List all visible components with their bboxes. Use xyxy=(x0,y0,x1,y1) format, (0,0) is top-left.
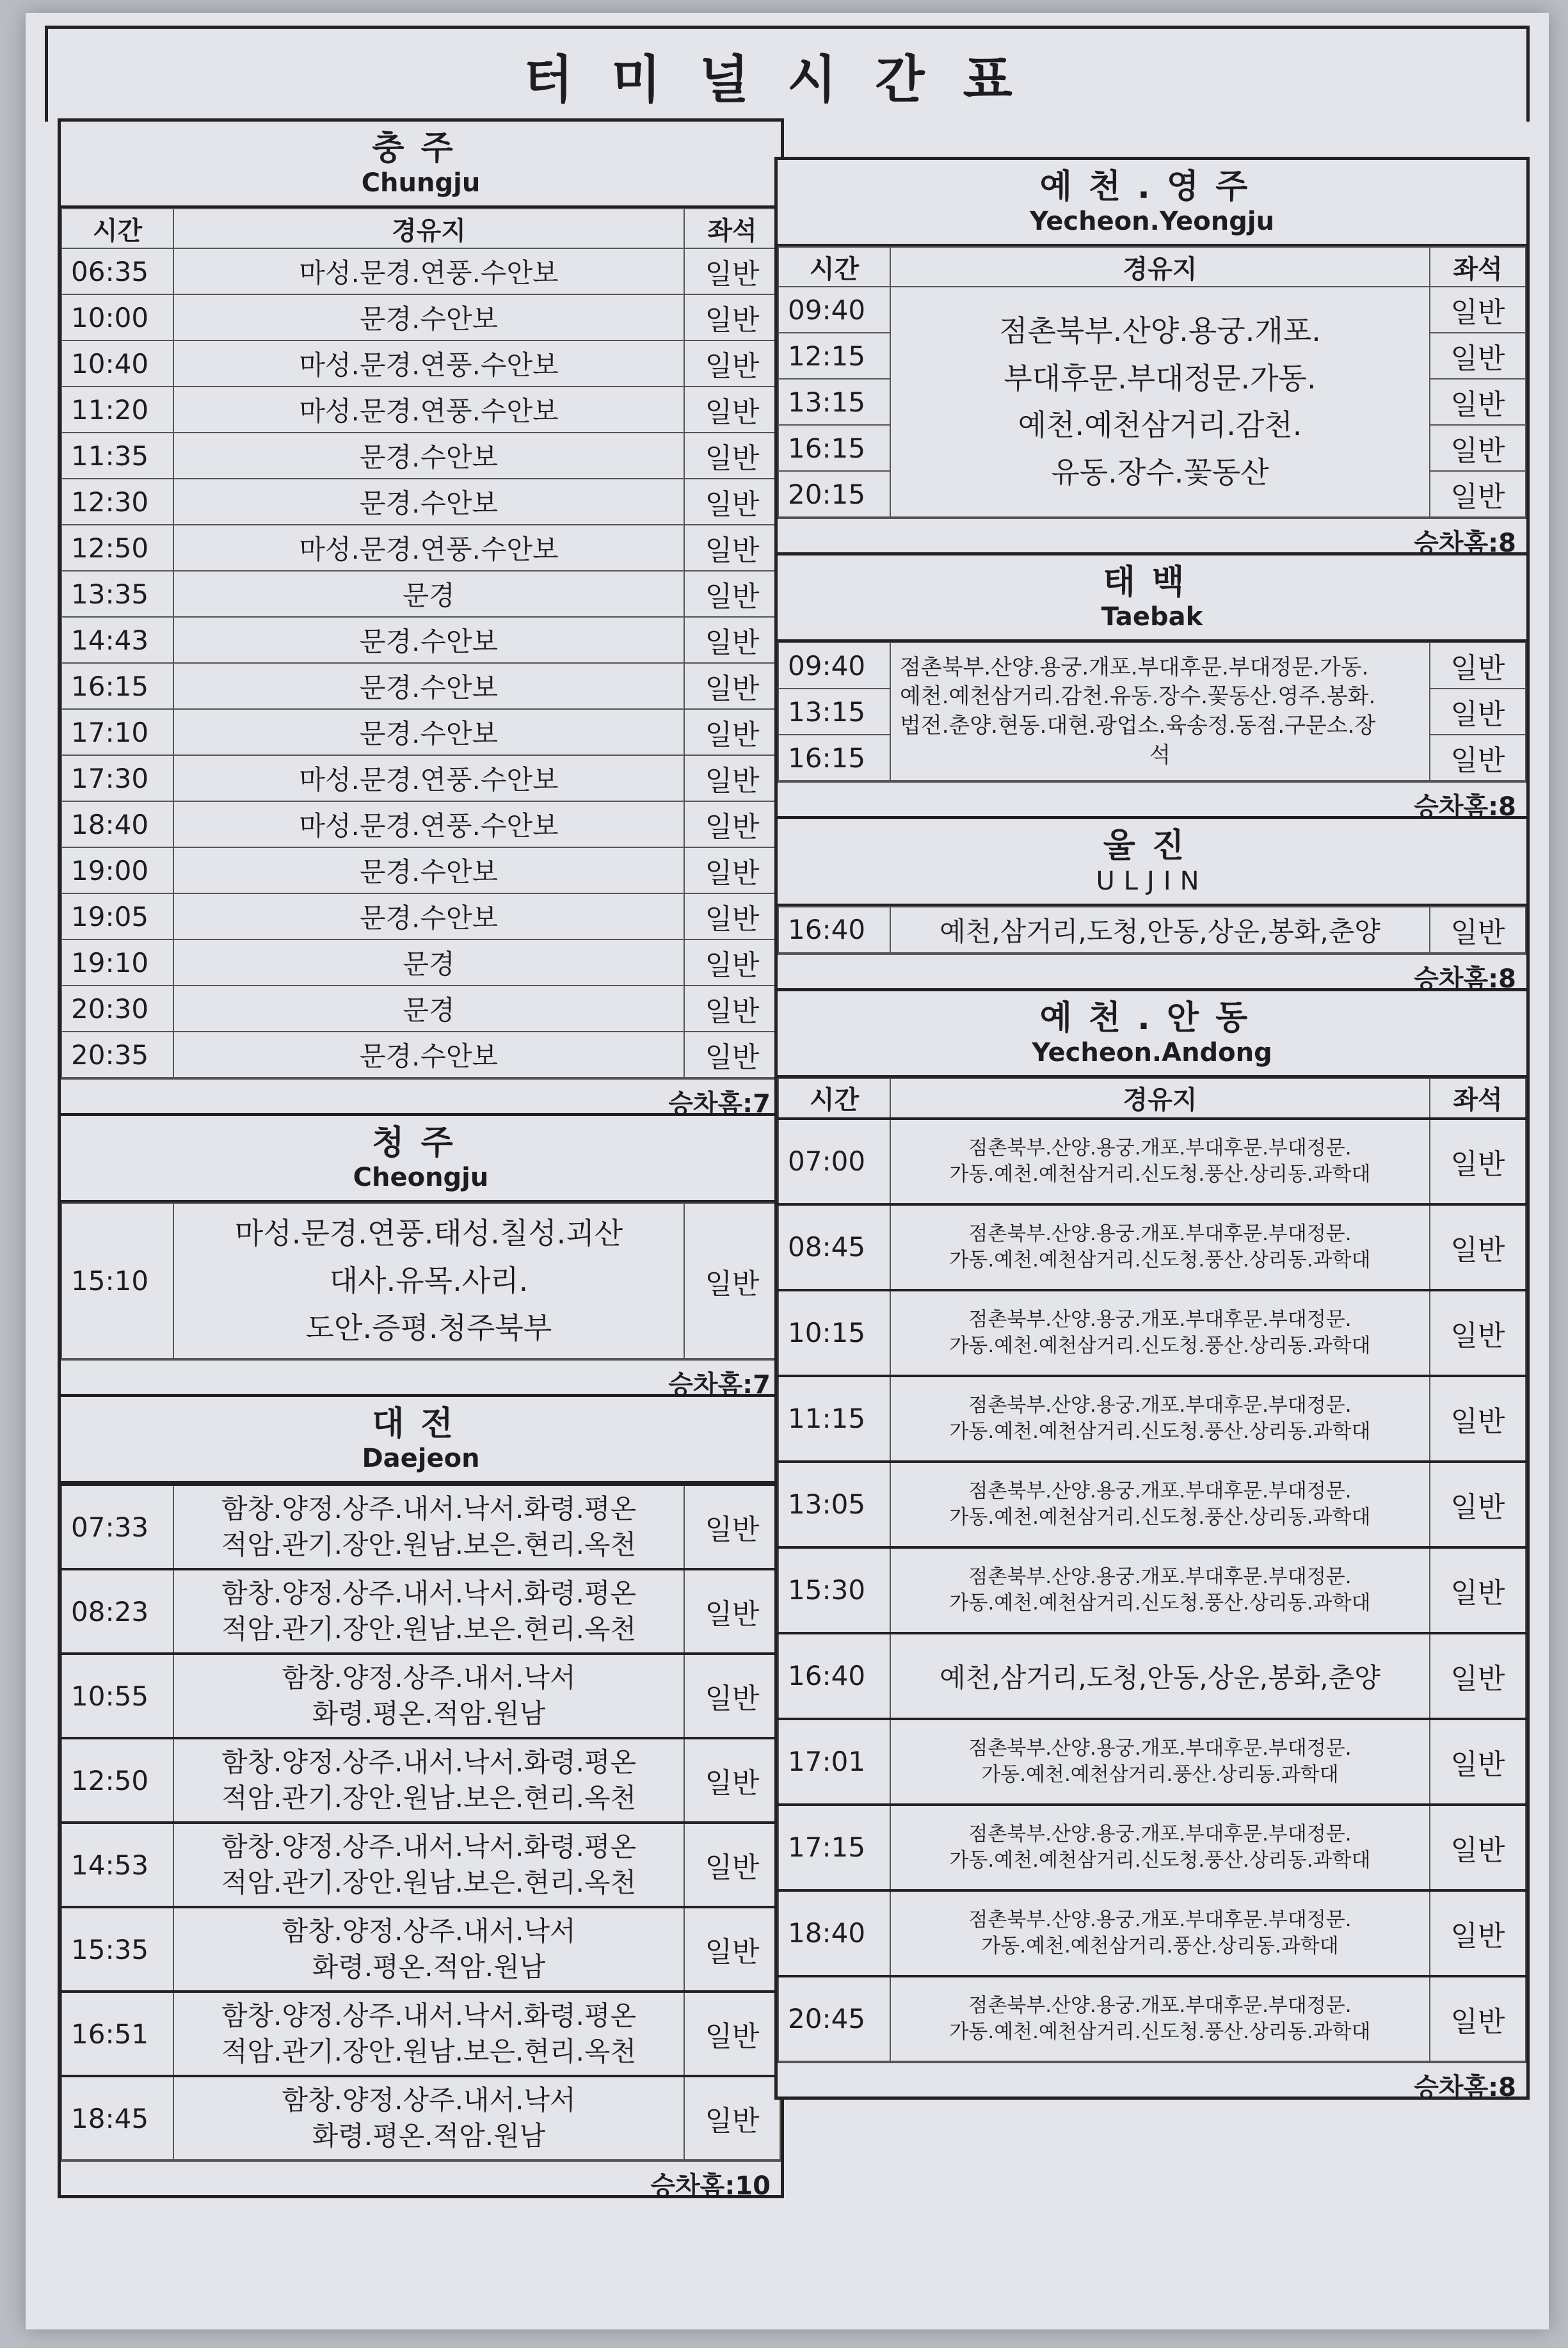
cheongju-section xyxy=(58,1113,784,1400)
table-row xyxy=(61,1823,780,1907)
daejeon-section xyxy=(58,1394,784,2201)
departure-time: 06:35 xyxy=(61,248,173,294)
via-stops xyxy=(173,1823,684,1907)
departure-time: 10:40 xyxy=(61,340,173,387)
departure-time: 15:10 xyxy=(61,1203,173,1359)
departure-time: 19:10 xyxy=(61,939,173,986)
via-line: 점촌북부.산양.용궁.개포.부대후문.부대정문. xyxy=(968,1308,1352,1332)
seat-type: 일반 xyxy=(1430,1204,1526,1290)
via-line: 점촌북부.산양.용궁.개포.부대후문.부대정문. xyxy=(968,1737,1352,1761)
chungju-name-ko: 충주 xyxy=(372,129,470,168)
left-column xyxy=(58,122,784,2201)
via-stops xyxy=(890,1976,1430,2061)
col-header-via: 경유지 xyxy=(890,247,1430,287)
table-row xyxy=(61,1654,780,1738)
via-stops xyxy=(173,1992,684,2076)
seat-type: 일반 xyxy=(684,1823,780,1907)
table-row xyxy=(778,1376,1526,1462)
chungju-platform: 승차홈:7 xyxy=(61,1078,781,1113)
table-row xyxy=(61,893,780,939)
via-stops: 예천,삼거리,도청,안동,상운,봉화,춘양 xyxy=(890,907,1430,953)
via-stops xyxy=(890,1805,1430,1890)
via-line: 점촌북부.산양.용궁.개포. xyxy=(999,314,1321,348)
seat-type: 일반 xyxy=(684,663,780,709)
via-stops: 문경 xyxy=(173,986,684,1032)
cheongju-name-ko: 청주 xyxy=(372,1124,470,1163)
seat-type: 일반 xyxy=(1430,379,1526,425)
via-line: 적암.관기.장안.원남.보은.현리.옥천 xyxy=(221,1782,637,1814)
cheongju-name-en: Cheongju xyxy=(353,1163,489,1193)
departure-time: 10:00 xyxy=(61,294,173,340)
andong-rows xyxy=(778,1119,1526,2061)
via-line: 가동.예천.예천삼거리.신도청.풍산.상리동.과학대 xyxy=(949,1419,1371,1443)
table-row xyxy=(778,1890,1526,1976)
via-line: 점촌북부.산양.용궁.개포.부대후문.부대정문. xyxy=(968,1222,1352,1246)
via-stops xyxy=(890,1376,1430,1462)
yeongju-rows xyxy=(778,287,1526,517)
departure-time: 07:00 xyxy=(778,1119,890,1204)
table-row xyxy=(778,1204,1526,1290)
seat-type: 일반 xyxy=(684,986,780,1032)
departure-time: 13:05 xyxy=(778,1462,890,1547)
seat-type: 일반 xyxy=(684,433,780,479)
via-stops: 마성.문경.연풍.수안보 xyxy=(173,801,684,847)
seat-type: 일반 xyxy=(1430,1719,1526,1805)
via-line: 적암.관기.장안.원남.보은.현리.옥천 xyxy=(221,1529,637,1561)
departure-time: 17:10 xyxy=(61,709,173,755)
col-header-via: 경유지 xyxy=(890,1078,1430,1119)
seat-type: 일반 xyxy=(684,294,780,340)
seat-type: 일반 xyxy=(684,248,780,294)
andong-name-en: Yecheon.Andong xyxy=(1032,1037,1272,1067)
departure-time: 19:00 xyxy=(61,847,173,893)
via-line: 가동.예천.예천삼거리.풍산.상리동.과학대 xyxy=(981,1934,1339,1958)
via-line: 가동.예천.예천삼거리.신도청.풍산.상리동.과학대 xyxy=(949,1248,1371,1272)
via-stops xyxy=(890,643,1430,781)
table-row xyxy=(61,433,780,479)
departure-time: 07:33 xyxy=(61,1485,173,1569)
via-line: 함창.양정.상주.내서.낙서.화령.평온 xyxy=(221,1746,637,1778)
andong-header xyxy=(778,991,1526,1078)
via-stops: 마성.문경.연풍.수안보 xyxy=(173,387,684,433)
table-row xyxy=(61,294,780,340)
yeongju-name-en: Yecheon.Yeongju xyxy=(1029,207,1275,237)
seat-type: 일반 xyxy=(684,387,780,433)
departure-time: 16:15 xyxy=(61,663,173,709)
seat-type: 일반 xyxy=(684,1992,780,2076)
table-row xyxy=(61,663,780,709)
taebak-section xyxy=(774,552,1530,822)
seat-type: 일반 xyxy=(1430,471,1526,517)
departure-time: 09:40 xyxy=(778,287,890,333)
uljin-platform: 승차홈:8 xyxy=(778,954,1526,988)
seat-type: 일반 xyxy=(684,1485,780,1569)
seat-type: 일반 xyxy=(684,1569,780,1654)
via-line: 가동.예천.예천삼거리.신도청.풍산.상리동.과학대 xyxy=(949,1591,1371,1615)
seat-type: 일반 xyxy=(684,340,780,387)
table-row xyxy=(61,1907,780,1992)
via-stops xyxy=(890,1719,1430,1805)
col-header-time: 시간 xyxy=(61,209,173,248)
via-stops xyxy=(890,1633,1430,1719)
seat-type: 일반 xyxy=(1430,287,1526,333)
cheongju-table xyxy=(61,1202,781,1359)
seat-type: 일반 xyxy=(684,1032,780,1078)
seat-type: 일반 xyxy=(1430,1376,1526,1462)
table-row xyxy=(778,1976,1526,2061)
table-row xyxy=(778,1290,1526,1376)
seat-type: 일반 xyxy=(1430,1890,1526,1976)
table-row xyxy=(61,2076,780,2160)
departure-time: 17:15 xyxy=(778,1805,890,1890)
andong-table xyxy=(778,1078,1526,2062)
departure-time: 09:40 xyxy=(778,643,890,689)
departure-time: 17:01 xyxy=(778,1719,890,1805)
via-line: 함창.양정.상주.내서.낙서.화령.평온 xyxy=(221,1492,637,1524)
seat-type: 일반 xyxy=(1430,1547,1526,1633)
table-row xyxy=(778,1805,1526,1890)
via-line: 가동.예천.예천삼거리.신도청.풍산.상리동.과학대 xyxy=(949,1505,1371,1529)
table-row xyxy=(778,1119,1526,1204)
yeongju-platform: 승차홈:8 xyxy=(778,518,1526,552)
via-stops xyxy=(173,1485,684,1569)
seat-type: 일반 xyxy=(1430,907,1526,953)
via-stops xyxy=(890,287,1430,517)
andong-platform: 승차홈:8 xyxy=(778,2062,1526,2096)
table-row xyxy=(778,287,1526,333)
table-row xyxy=(61,525,780,571)
daejeon-rows xyxy=(61,1485,780,2160)
departure-time: 16:40 xyxy=(778,1633,890,1719)
col-header-seat: 좌석 xyxy=(1430,1078,1526,1119)
via-line: 점촌북부.산양.용궁.개포.부대후문.부대정문. xyxy=(968,1137,1352,1160)
via-line: 가동.예천.예천삼거리.신도청.풍산.상리동.과학대 xyxy=(949,2020,1371,2043)
table-row xyxy=(778,907,1526,953)
taebak-rows xyxy=(778,643,1526,781)
via-line: 점촌북부.산양.용궁.개포.부대후문.부대정문. xyxy=(968,1994,1352,2018)
yeongju-header xyxy=(778,160,1526,246)
departure-time: 18:40 xyxy=(61,801,173,847)
uljin-name-en: ULJIN xyxy=(1096,866,1208,896)
via-stops: 문경 xyxy=(173,939,684,986)
via-stops: 문경.수안보 xyxy=(173,847,684,893)
via-line: 적암.관기.장안.원남.보은.현리.옥천 xyxy=(221,1867,637,1899)
chungju-table xyxy=(61,208,781,1078)
via-stops xyxy=(173,1738,684,1823)
taebak-name-en: Taebak xyxy=(1101,602,1203,632)
seat-type: 일반 xyxy=(1430,1633,1526,1719)
via-line: 적암.관기.장안.원남.보은.현리.옥천 xyxy=(221,1613,637,1645)
uljin-name-ko: 울진 xyxy=(1103,827,1201,866)
col-header-via: 경유지 xyxy=(173,209,684,248)
title-box xyxy=(45,26,1530,122)
via-line: 대사.유목.사리. xyxy=(329,1263,529,1298)
via-line: 도안.증평.청주북부 xyxy=(305,1310,552,1345)
via-line: 법전.춘양.현동.대현.광업소.육송정.동점.구문소.장 xyxy=(900,713,1376,739)
departure-time: 11:35 xyxy=(61,433,173,479)
departure-time: 20:35 xyxy=(61,1032,173,1078)
departure-time: 12:50 xyxy=(61,525,173,571)
via-stops: 문경.수안보 xyxy=(173,479,684,525)
uljin-header xyxy=(778,819,1526,906)
via-line: 함창.양정.상주.내서.낙서 xyxy=(282,2084,576,2116)
departure-time: 11:20 xyxy=(61,387,173,433)
table-row xyxy=(61,986,780,1032)
via-line: 마성.문경.연풍.태성.칠성.괴산 xyxy=(234,1216,623,1251)
departure-time: 10:15 xyxy=(778,1290,890,1376)
departure-time: 12:30 xyxy=(61,479,173,525)
uljin-section xyxy=(774,816,1530,994)
table-row xyxy=(61,387,780,433)
departure-time: 11:15 xyxy=(778,1376,890,1462)
seat-type: 일반 xyxy=(684,755,780,801)
via-stops xyxy=(173,1203,684,1359)
chungju-section xyxy=(58,118,784,1119)
yeongju-table xyxy=(778,246,1526,518)
via-stops: 문경 xyxy=(173,571,684,617)
via-stops: 마성.문경.연풍.수안보 xyxy=(173,755,684,801)
table-row xyxy=(61,248,780,294)
seat-type: 일반 xyxy=(684,939,780,986)
table-row xyxy=(61,1203,780,1359)
seat-type: 일반 xyxy=(1430,1805,1526,1890)
via-stops: 문경.수안보 xyxy=(173,617,684,663)
via-line: 가동.예천.예천삼거리.신도청.풍산.상리동.과학대 xyxy=(949,1334,1371,1357)
via-stops xyxy=(890,1547,1430,1633)
departure-time: 14:43 xyxy=(61,617,173,663)
table-row xyxy=(778,1462,1526,1547)
page-title: 터미널시간표 xyxy=(524,50,1051,109)
cheongju-platform: 승차홈:7 xyxy=(61,1359,781,1394)
departure-time: 20:30 xyxy=(61,986,173,1032)
seat-type: 일반 xyxy=(684,617,780,663)
table-row xyxy=(61,340,780,387)
via-line: 함창.양정.상주.내서.낙서.화령.평온 xyxy=(221,1830,637,1862)
seat-type: 일반 xyxy=(684,1203,780,1359)
via-stops xyxy=(173,1907,684,1992)
seat-type: 일반 xyxy=(684,525,780,571)
departure-time: 13:15 xyxy=(778,689,890,735)
departure-time: 14:53 xyxy=(61,1823,173,1907)
daejeon-header xyxy=(61,1397,781,1483)
departure-time: 19:05 xyxy=(61,893,173,939)
via-line: 점촌북부.산양.용궁.개포.부대후문.부대정문. xyxy=(968,1565,1352,1589)
departure-time: 10:55 xyxy=(61,1654,173,1738)
daejeon-name-en: Daejeon xyxy=(362,1444,480,1474)
via-line: 가동.예천.예천삼거리.풍산.상리동.과학대 xyxy=(981,1762,1339,1786)
departure-time: 18:40 xyxy=(778,1890,890,1976)
departure-time: 12:15 xyxy=(778,333,890,379)
col-header-seat: 좌석 xyxy=(684,209,780,248)
daejeon-name-ko: 대전 xyxy=(372,1405,470,1444)
departure-time: 20:45 xyxy=(778,1976,890,2061)
via-line: 함창.양정.상주.내서.낙서.화령.평온 xyxy=(221,1999,637,2031)
via-stops: 문경.수안보 xyxy=(173,709,684,755)
seat-type: 일반 xyxy=(684,801,780,847)
seat-type: 일반 xyxy=(684,479,780,525)
via-stops xyxy=(890,1890,1430,1976)
via-stops xyxy=(890,1290,1430,1376)
departure-time: 17:30 xyxy=(61,755,173,801)
seat-type: 일반 xyxy=(684,709,780,755)
table-row xyxy=(61,939,780,986)
right-column xyxy=(774,160,1530,2100)
via-line: 가동.예천.예천삼거리.신도청.풍산.상리동.과학대 xyxy=(949,1162,1371,1186)
departure-time: 13:35 xyxy=(61,571,173,617)
via-line: 예천.예천삼거리.감천.유동.장수.꽃동산.영주.봉화. xyxy=(900,683,1376,710)
departure-time: 16:15 xyxy=(778,425,890,471)
via-stops xyxy=(890,1204,1430,1290)
chungju-name-en: Chungju xyxy=(361,168,481,198)
via-stops: 문경.수안보 xyxy=(173,663,684,709)
table-row xyxy=(778,643,1526,689)
departure-time: 12:50 xyxy=(61,1738,173,1823)
seat-type: 일반 xyxy=(684,1907,780,1992)
departure-time: 18:45 xyxy=(61,2076,173,2160)
departure-time: 08:23 xyxy=(61,1569,173,1654)
via-line: 유동.장수.꽃동산 xyxy=(1051,454,1269,490)
seat-type: 일반 xyxy=(684,1654,780,1738)
via-line: 점촌북부.산양.용궁.개포.부대후문.부대정문.가동. xyxy=(900,654,1369,680)
andong-section xyxy=(774,988,1530,2100)
via-line: 화령.평온.적암.원남 xyxy=(312,1698,546,1730)
seat-type: 일반 xyxy=(1430,1119,1526,1204)
via-line: 석 xyxy=(1149,742,1171,769)
table-row xyxy=(61,1032,780,1078)
departure-time: 16:40 xyxy=(778,907,890,953)
via-stops: 마성.문경.연풍.수안보 xyxy=(173,525,684,571)
departure-time: 15:30 xyxy=(778,1547,890,1633)
table-row xyxy=(61,801,780,847)
departure-time: 16:51 xyxy=(61,1992,173,2076)
seat-type: 일반 xyxy=(684,847,780,893)
chungju-header xyxy=(61,122,781,208)
via-stops xyxy=(890,1462,1430,1547)
cheongju-header xyxy=(61,1116,781,1202)
seat-type: 일반 xyxy=(1430,1462,1526,1547)
seat-type: 일반 xyxy=(1430,425,1526,471)
seat-type: 일반 xyxy=(1430,643,1526,689)
via-line: 점촌북부.산양.용궁.개포.부대후문.부대정문. xyxy=(968,1908,1352,1932)
taebak-header xyxy=(778,555,1526,642)
via-stops: 문경.수안보 xyxy=(173,294,684,340)
table-row xyxy=(61,1738,780,1823)
timetable-sheet xyxy=(26,13,1549,2329)
table-row xyxy=(61,1485,780,1569)
taebak-name-ko: 태백 xyxy=(1103,563,1201,602)
via-line: 점촌북부.산양.용궁.개포.부대후문.부대정문. xyxy=(968,1394,1352,1418)
via-line: 화령.평온.적암.원남 xyxy=(312,2120,546,2152)
table-row xyxy=(778,1719,1526,1805)
seat-type: 일반 xyxy=(684,893,780,939)
via-line: 가동.예천.예천삼거리.신도청.풍산.상리동.과학대 xyxy=(949,1848,1371,1872)
col-header-time: 시간 xyxy=(778,247,890,287)
via-stops xyxy=(890,1119,1430,1204)
table-row xyxy=(61,1992,780,2076)
table-row xyxy=(61,709,780,755)
via-line: 함창.양정.상주.내서.낙서 xyxy=(282,1661,576,1693)
via-stops xyxy=(173,1569,684,1654)
seat-type: 일반 xyxy=(684,1738,780,1823)
taebak-platform: 승차홈:8 xyxy=(778,781,1526,816)
table-row xyxy=(61,1569,780,1654)
via-line: 적암.관기.장안.원남.보은.현리.옥천 xyxy=(221,2036,637,2068)
seat-type: 일반 xyxy=(1430,1976,1526,2061)
via-line: 점촌북부.산양.용궁.개포.부대후문.부대정문. xyxy=(968,1480,1352,1503)
table-row xyxy=(61,847,780,893)
departure-time: 08:45 xyxy=(778,1204,890,1290)
seat-type: 일반 xyxy=(1430,735,1526,781)
seat-type: 일반 xyxy=(684,2076,780,2160)
yeongju-section xyxy=(774,157,1530,559)
table-row xyxy=(778,1547,1526,1633)
via-line: 부대후문.부대정문.가동. xyxy=(1004,360,1316,395)
table-row xyxy=(61,479,780,525)
via-line: 예천,삼거리,도청,안동,상운,봉화,춘양 xyxy=(940,1661,1380,1693)
table-row xyxy=(61,617,780,663)
seat-type: 일반 xyxy=(1430,689,1526,735)
via-line: 예천.예천삼거리.감천. xyxy=(1018,408,1302,443)
via-stops: 문경.수안보 xyxy=(173,893,684,939)
col-header-time: 시간 xyxy=(778,1078,890,1119)
seat-type: 일반 xyxy=(1430,333,1526,379)
via-stops: 문경.수안보 xyxy=(173,1032,684,1078)
andong-name-ko: 예천.안동 xyxy=(1039,998,1265,1037)
via-line: 함창.양정.상주.내서.낙서 xyxy=(282,1915,576,1947)
via-line: 화령.평온.적암.원남 xyxy=(312,1951,546,1983)
via-stops: 마성.문경.연풍.수안보 xyxy=(173,248,684,294)
via-stops: 마성.문경.연풍.수안보 xyxy=(173,340,684,387)
departure-time: 15:35 xyxy=(61,1907,173,1992)
col-header-seat: 좌석 xyxy=(1430,247,1526,287)
chungju-rows xyxy=(61,248,780,1078)
departure-time: 20:15 xyxy=(778,471,890,517)
taebak-table xyxy=(778,642,1526,781)
daejeon-platform: 승차홈:10 xyxy=(61,2160,781,2195)
daejeon-table xyxy=(61,1483,781,2160)
via-stops xyxy=(173,1654,684,1738)
via-stops xyxy=(173,2076,684,2160)
via-stops: 문경.수안보 xyxy=(173,433,684,479)
yeongju-name-ko: 예천.영주 xyxy=(1039,168,1265,206)
via-line: 함창.양정.상주.내서.낙서.화령.평온 xyxy=(221,1577,637,1609)
departure-time: 16:15 xyxy=(778,735,890,781)
table-row xyxy=(61,755,780,801)
uljin-table xyxy=(778,906,1526,954)
seat-type: 일반 xyxy=(1430,1290,1526,1376)
departure-time: 13:15 xyxy=(778,379,890,425)
table-row xyxy=(61,571,780,617)
seat-type: 일반 xyxy=(684,571,780,617)
via-line: 점촌북부.산양.용궁.개포.부대후문.부대정문. xyxy=(968,1823,1352,1846)
table-row xyxy=(778,1633,1526,1719)
